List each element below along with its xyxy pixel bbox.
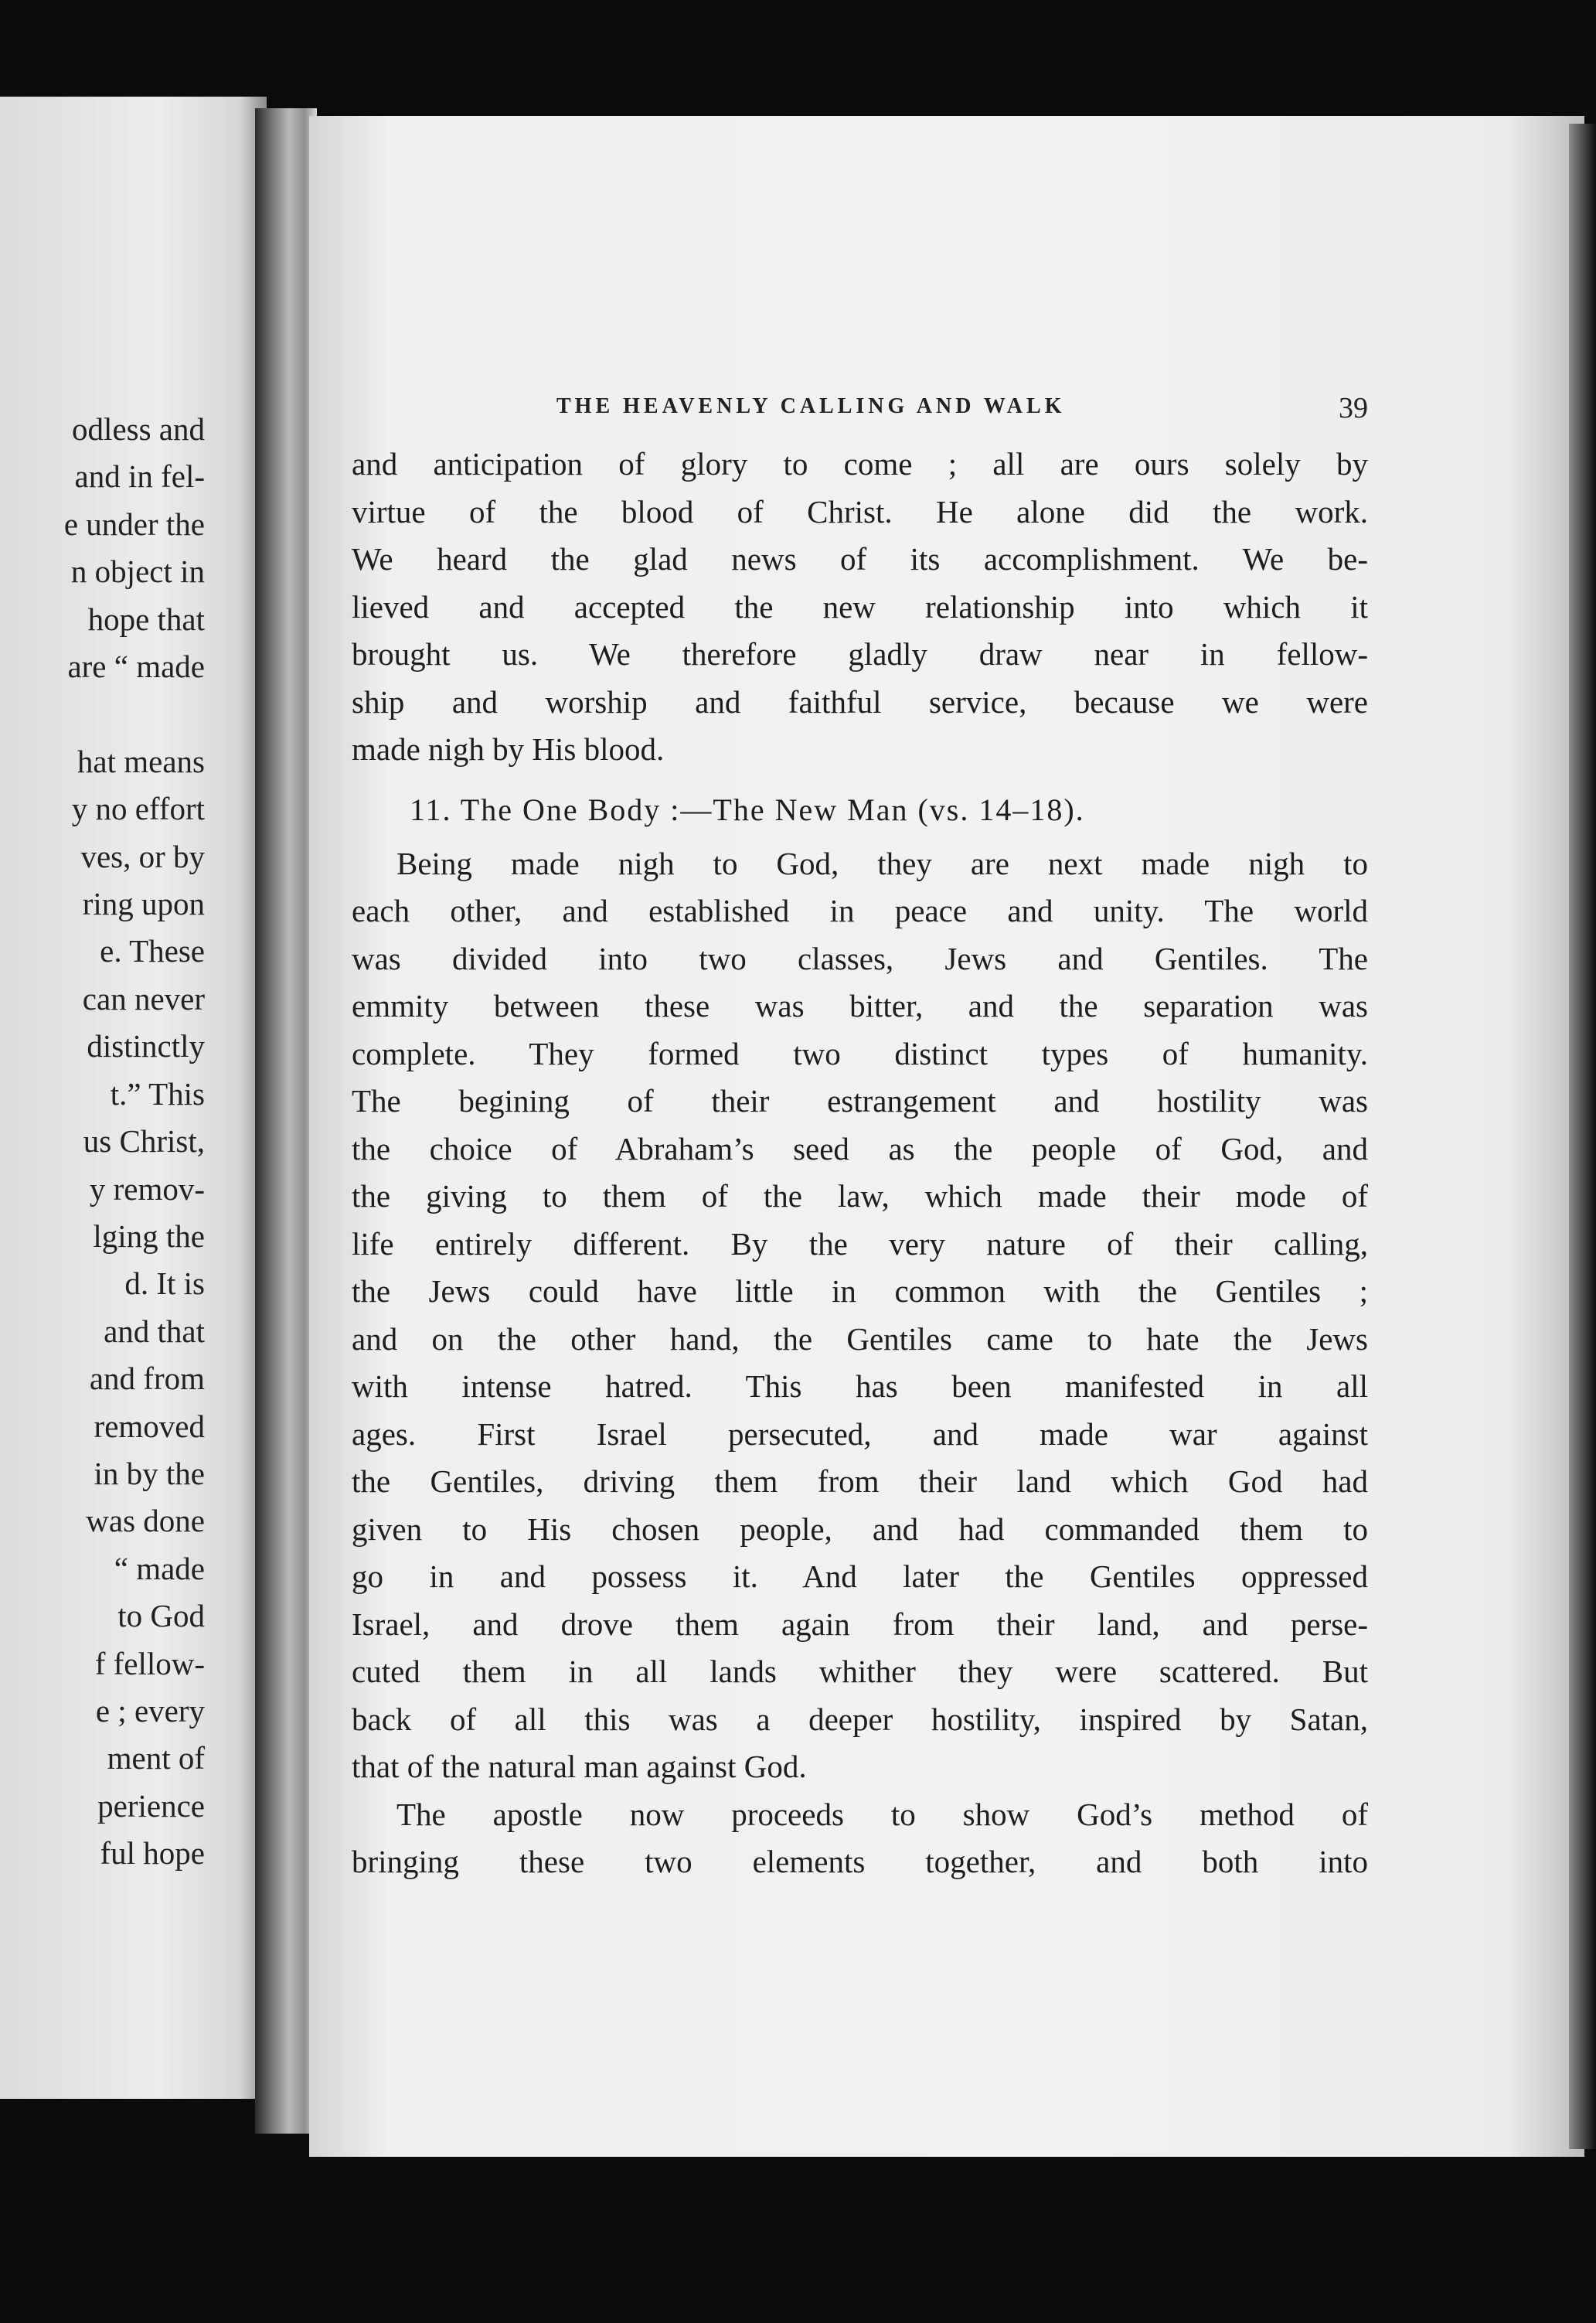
left-page-line: y remov-: [89, 1170, 205, 1207]
left-page-line: and that: [104, 1313, 205, 1349]
text-line: virtue of the blood of Christ. He alone did the work.: [352, 493, 1368, 530]
running-head: [352, 387, 1368, 441]
text-line: lieved and accepted the new relationship into which it: [352, 588, 1368, 625]
left-page-line: was done: [86, 1503, 205, 1539]
page-edge-shadow: [1569, 124, 1596, 2149]
running-head-title: THE HEAVENLY CALLING AND WALK: [556, 394, 1066, 418]
text-line: We heard the glad news of its accomplishment. We be-: [352, 541, 1368, 577]
left-page-line: e under the: [63, 506, 205, 542]
text-line: made nigh by His blood.: [352, 731, 665, 767]
text-line: The begining of their estrangement and hostility was: [352, 1083, 1368, 1119]
left-page-line: t.” This: [110, 1075, 205, 1112]
text-line: the choice of Abraham’s seed as the people of God, and: [352, 1130, 1368, 1167]
text-line: with intense hatred. This has been manifested in all: [352, 1368, 1368, 1404]
left-page-line: can never: [82, 980, 205, 1017]
left-page-text: [0, 406, 205, 1878]
text-line: emmity between these was bitter, and the separation was: [352, 988, 1368, 1024]
paragraph-1: [352, 441, 1368, 774]
text-line: bringing these two elements together, and both into: [352, 1844, 1368, 1879]
text-line: the Jews could have little in common with the Gentiles ;: [352, 1273, 1368, 1309]
text-line: and anticipation of glory to come ; all are ours solely by: [352, 446, 1368, 482]
text-line: life entirely different. By the very nature of their calling,: [352, 1225, 1368, 1262]
text-line: back of all this was a deeper hostility, inspired by Satan,: [352, 1701, 1368, 1737]
left-page-line: d. It is: [124, 1265, 205, 1302]
left-page-line: [0, 690, 205, 737]
text-line: the giving to them of the law, which made their mode of: [352, 1178, 1368, 1214]
left-page-line: e. These: [100, 933, 205, 969]
left-page-line: and in fel-: [74, 458, 205, 495]
text-line: given to His chosen people, and had commanded them to: [352, 1511, 1368, 1547]
left-page-line: us Christ,: [83, 1123, 205, 1160]
left-page-line: ful hope: [100, 1835, 205, 1872]
left-page-line: lging the: [93, 1218, 205, 1254]
left-page-line: odless and: [72, 411, 205, 447]
left-page-line: distinctly: [87, 1028, 205, 1064]
right-page-content: [352, 387, 1368, 1886]
text-line: cuted them in all lands whither they were scattered. But: [352, 1654, 1368, 1689]
text-line: ages. First Israel persecuted, and made war against: [352, 1415, 1368, 1452]
left-page-line: are “ made: [67, 649, 205, 685]
text-line: the Gentiles, driving them from their land which God had: [352, 1463, 1368, 1499]
text-line: Being made nigh to God, they are next made nigh to: [396, 845, 1368, 881]
paragraph-2: [352, 840, 1368, 1791]
book-gutter: [255, 108, 317, 2134]
left-page-line: “ made: [114, 1550, 205, 1586]
left-page-line: removed: [94, 1408, 205, 1444]
left-page-line: hat means: [77, 743, 205, 779]
left-page: [0, 97, 267, 2099]
left-page-line: ves, or by: [80, 838, 205, 874]
left-page-line: e ; every: [95, 1692, 205, 1729]
section-heading: 11. The One Body :—The New Man (vs. 14–18).: [410, 792, 1085, 827]
text-line: Israel, and drove them again from their land, and perse-: [352, 1606, 1368, 1642]
left-page-line: in by the: [94, 1455, 205, 1491]
left-page-line: perience: [97, 1787, 205, 1824]
page-number: 39: [1339, 392, 1368, 424]
left-page-line: n object in: [70, 554, 205, 590]
paragraph-3: [352, 1791, 1368, 1886]
text-line: go in and possess it. And later the Gentiles oppressed: [352, 1558, 1368, 1594]
left-page-line: and from: [89, 1361, 205, 1397]
text-line: The apostle now proceeds to show God’s method of: [396, 1796, 1368, 1832]
left-page-line: y no effort: [71, 791, 205, 827]
left-page-line: to God: [117, 1598, 205, 1634]
text-line: was divided into two classes, Jews and Gentiles. The: [352, 940, 1368, 976]
text-line: and on the other hand, the Gentiles came to hate the Jews: [352, 1320, 1368, 1357]
left-page-line: ment of: [107, 1740, 205, 1776]
text-line: complete. They formed two distinct types of humanity.: [352, 1035, 1368, 1071]
left-page-line: f fellow-: [94, 1645, 205, 1681]
left-page-line: hope that: [87, 601, 205, 637]
text-line: ship and worship and faithful service, because we were: [352, 683, 1368, 720]
text-line: that of the natural man against God.: [352, 1749, 807, 1784]
text-line: brought us. We therefore gladly draw near in fellow-: [352, 636, 1368, 672]
text-line: each other, and established in peace and unity. The world: [352, 893, 1368, 928]
left-page-line: ring upon: [82, 886, 205, 922]
